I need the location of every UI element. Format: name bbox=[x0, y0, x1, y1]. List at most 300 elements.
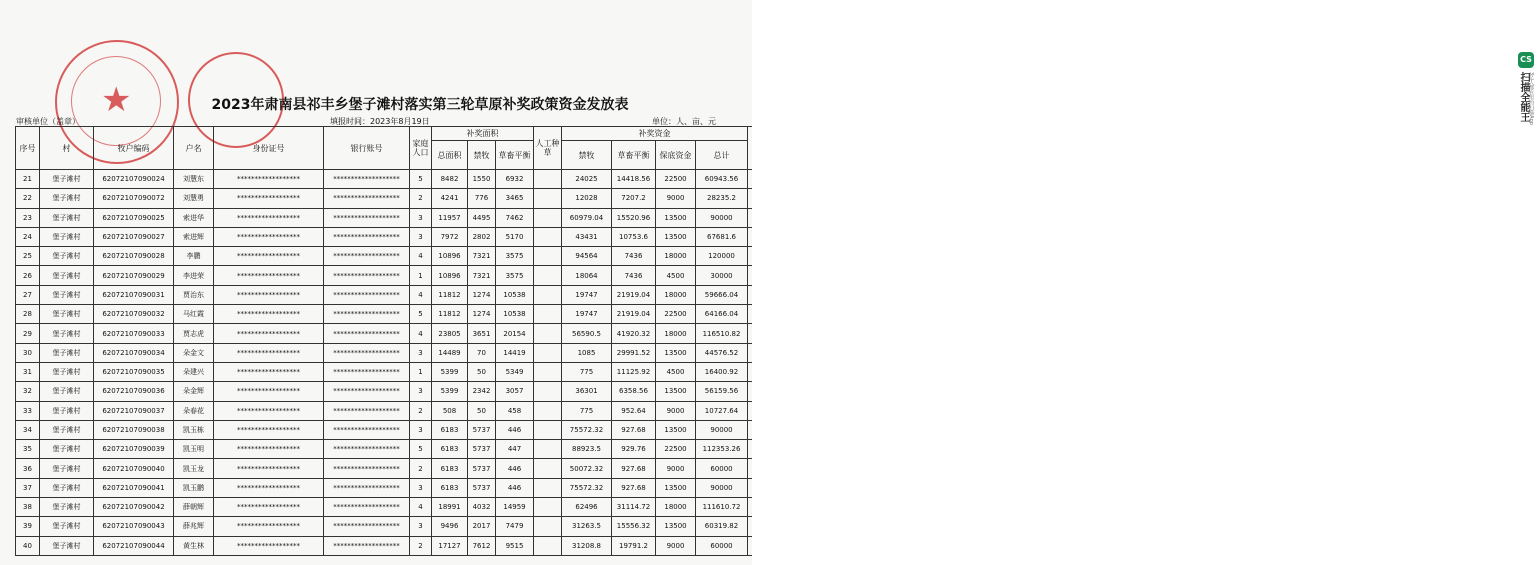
cell-f-bal: 21919.04 bbox=[612, 305, 656, 324]
cell-id: ****************** bbox=[214, 305, 324, 324]
cell-f-ban: 36301 bbox=[562, 382, 612, 401]
cell-name: 朵建兴 bbox=[174, 362, 214, 381]
cell-f-total: 60000 bbox=[696, 536, 748, 555]
cell-total-area: 11812 bbox=[432, 285, 468, 304]
table-row bbox=[16, 343, 778, 362]
unit-label: 单位：人、亩、元 bbox=[652, 117, 716, 126]
cell-code: 62072107090041 bbox=[94, 478, 174, 497]
cell-bank: ******************* bbox=[324, 401, 410, 420]
table-row bbox=[16, 247, 778, 266]
cell-f-bal: 11125.92 bbox=[612, 362, 656, 381]
cell-ban: 1274 bbox=[468, 285, 496, 304]
cell-name: 刘慧勇 bbox=[174, 189, 214, 208]
cell-bank: ******************* bbox=[324, 478, 410, 497]
cell-id: ****************** bbox=[214, 247, 324, 266]
cell-family: 4 bbox=[410, 498, 432, 517]
cell-village: 堡子滩村 bbox=[40, 536, 94, 555]
cell-art bbox=[534, 382, 562, 401]
cell-name: 李进荣 bbox=[174, 266, 214, 285]
cell-bal: 446 bbox=[496, 478, 534, 497]
cell-id: ****************** bbox=[214, 498, 324, 517]
cell-bank: ******************* bbox=[324, 247, 410, 266]
cell-ban: 4495 bbox=[468, 208, 496, 227]
cell-ban: 1274 bbox=[468, 305, 496, 324]
cell-family: 2 bbox=[410, 401, 432, 420]
cell-bal: 9515 bbox=[496, 536, 534, 555]
cell-total-area: 8482 bbox=[432, 170, 468, 189]
cell-seq: 33 bbox=[16, 401, 40, 420]
cell-family: 2 bbox=[410, 536, 432, 555]
cell-art bbox=[534, 362, 562, 381]
cell-f-bal: 7207.2 bbox=[612, 189, 656, 208]
cell-code: 62072107090025 bbox=[94, 208, 174, 227]
cell-f-total: 67681.6 bbox=[696, 227, 748, 246]
cell-art bbox=[534, 305, 562, 324]
cell-total-area: 5399 bbox=[432, 382, 468, 401]
cell-ban: 50 bbox=[468, 401, 496, 420]
cell-f-bal: 21919.04 bbox=[612, 285, 656, 304]
cell-f-prot: 18000 bbox=[656, 285, 696, 304]
cell-bal: 6932 bbox=[496, 170, 534, 189]
cell-id: ****************** bbox=[214, 420, 324, 439]
cell-f-total: 60319.82 bbox=[696, 517, 748, 536]
cell-f-ban: 775 bbox=[562, 401, 612, 420]
cell-f-ban: 50072.32 bbox=[562, 459, 612, 478]
scanner-tagline: 3亿人都在用的扫描App bbox=[1528, 72, 1534, 125]
cell-f-ban: 88923.5 bbox=[562, 440, 612, 459]
cell-f-bal: 29991.52 bbox=[612, 343, 656, 362]
header-total-area: 总面积 bbox=[432, 141, 468, 170]
cell-village: 堡子滩村 bbox=[40, 170, 94, 189]
cell-seq: 30 bbox=[16, 343, 40, 362]
cell-f-ban: 43431 bbox=[562, 227, 612, 246]
cell-village: 堡子滩村 bbox=[40, 285, 94, 304]
cell-village: 堡子滩村 bbox=[40, 440, 94, 459]
cell-art bbox=[534, 247, 562, 266]
cell-f-bal: 41920.32 bbox=[612, 324, 656, 343]
cell-id: ****************** bbox=[214, 478, 324, 497]
cell-f-total: 60943.56 bbox=[696, 170, 748, 189]
table-row bbox=[16, 498, 778, 517]
cell-id: ****************** bbox=[214, 440, 324, 459]
cell-f-ban: 24025 bbox=[562, 170, 612, 189]
cell-f-bal: 10753.6 bbox=[612, 227, 656, 246]
cell-village: 堡子滩村 bbox=[40, 382, 94, 401]
cell-ban: 5737 bbox=[468, 440, 496, 459]
cell-f-bal: 7436 bbox=[612, 266, 656, 285]
audit-unit-label: 审核单位（盖章） bbox=[16, 117, 80, 126]
table-row bbox=[16, 459, 778, 478]
cell-f-ban: 31263.5 bbox=[562, 517, 612, 536]
cell-id: ****************** bbox=[214, 517, 324, 536]
cell-bal: 3465 bbox=[496, 189, 534, 208]
cell-f-total: 28235.2 bbox=[696, 189, 748, 208]
cell-f-ban: 12028 bbox=[562, 189, 612, 208]
cell-seq: 28 bbox=[16, 305, 40, 324]
cell-f-prot: 13500 bbox=[656, 227, 696, 246]
cell-ban: 776 bbox=[468, 189, 496, 208]
cell-art bbox=[534, 440, 562, 459]
cell-art bbox=[534, 170, 562, 189]
seal-star-icon: ★ bbox=[101, 80, 132, 120]
cell-bal: 3057 bbox=[496, 382, 534, 401]
cell-total-area: 17127 bbox=[432, 536, 468, 555]
cell-name: 薛朝辉 bbox=[174, 498, 214, 517]
cell-code: 62072107090036 bbox=[94, 382, 174, 401]
cell-bank: ******************* bbox=[324, 208, 410, 227]
cell-seq: 24 bbox=[16, 227, 40, 246]
cell-seq: 27 bbox=[16, 285, 40, 304]
cell-total-area: 11957 bbox=[432, 208, 468, 227]
cell-seq: 29 bbox=[16, 324, 40, 343]
table-row bbox=[16, 266, 778, 285]
cell-name: 凯玉明 bbox=[174, 440, 214, 459]
cell-seq: 25 bbox=[16, 247, 40, 266]
cell-id: ****************** bbox=[214, 536, 324, 555]
cell-id: ****************** bbox=[214, 324, 324, 343]
cell-village: 堡子滩村 bbox=[40, 343, 94, 362]
cell-ban: 2802 bbox=[468, 227, 496, 246]
cell-seq: 22 bbox=[16, 189, 40, 208]
cell-total-area: 5399 bbox=[432, 362, 468, 381]
cell-name: 朵金辉 bbox=[174, 382, 214, 401]
cell-seq: 34 bbox=[16, 420, 40, 439]
cell-art bbox=[534, 401, 562, 420]
cell-bal: 7479 bbox=[496, 517, 534, 536]
table-row bbox=[16, 208, 778, 227]
cell-code: 62072107090033 bbox=[94, 324, 174, 343]
cell-f-prot: 18000 bbox=[656, 498, 696, 517]
cell-family: 3 bbox=[410, 420, 432, 439]
cell-total-area: 14489 bbox=[432, 343, 468, 362]
cell-name: 朵金文 bbox=[174, 343, 214, 362]
cell-bal: 20154 bbox=[496, 324, 534, 343]
cell-bank: ******************* bbox=[324, 324, 410, 343]
cell-f-prot: 13500 bbox=[656, 343, 696, 362]
table-row bbox=[16, 170, 778, 189]
cell-art bbox=[534, 189, 562, 208]
cell-ban: 2342 bbox=[468, 382, 496, 401]
subsidy-table bbox=[15, 126, 778, 556]
cell-village: 堡子滩村 bbox=[40, 324, 94, 343]
cell-f-ban: 75572.32 bbox=[562, 478, 612, 497]
cell-art bbox=[534, 536, 562, 555]
header-family-size: 家庭人口 bbox=[410, 127, 432, 170]
cell-art bbox=[534, 324, 562, 343]
table-row bbox=[16, 440, 778, 459]
header-balance: 草畜平衡 bbox=[496, 141, 534, 170]
cell-total-area: 11812 bbox=[432, 305, 468, 324]
cell-f-prot: 13500 bbox=[656, 208, 696, 227]
table-row bbox=[16, 285, 778, 304]
header-id-number: 身份证号 bbox=[214, 127, 324, 170]
cell-ban: 7321 bbox=[468, 247, 496, 266]
cell-f-total: 44576.52 bbox=[696, 343, 748, 362]
header-fund-ban: 禁牧 bbox=[562, 141, 612, 170]
cell-name: 刘慧东 bbox=[174, 170, 214, 189]
cell-total-area: 10896 bbox=[432, 247, 468, 266]
scanner-brand: 扫描全能王 bbox=[1518, 72, 1529, 122]
cell-name: 索进华 bbox=[174, 208, 214, 227]
cell-f-prot: 4500 bbox=[656, 266, 696, 285]
cell-total-area: 6183 bbox=[432, 478, 468, 497]
cell-code: 62072107090044 bbox=[94, 536, 174, 555]
cell-family: 1 bbox=[410, 266, 432, 285]
cell-id: ****************** bbox=[214, 343, 324, 362]
cell-seq: 36 bbox=[16, 459, 40, 478]
cell-id: ****************** bbox=[214, 285, 324, 304]
cell-village: 堡子滩村 bbox=[40, 420, 94, 439]
cell-bank: ******************* bbox=[324, 266, 410, 285]
cell-f-ban: 19747 bbox=[562, 285, 612, 304]
cell-f-ban: 18064 bbox=[562, 266, 612, 285]
cell-name: 李鹏 bbox=[174, 247, 214, 266]
cell-f-total: 64166.04 bbox=[696, 305, 748, 324]
cell-ban: 5737 bbox=[468, 459, 496, 478]
cell-bank: ******************* bbox=[324, 536, 410, 555]
table-row bbox=[16, 382, 778, 401]
cell-f-bal: 927.68 bbox=[612, 478, 656, 497]
cell-bank: ******************* bbox=[324, 420, 410, 439]
cell-f-bal: 6358.56 bbox=[612, 382, 656, 401]
table-body bbox=[16, 170, 778, 556]
cell-name: 凯玉鹏 bbox=[174, 478, 214, 497]
cell-family: 3 bbox=[410, 227, 432, 246]
cell-bal: 3575 bbox=[496, 247, 534, 266]
cell-f-prot: 13500 bbox=[656, 382, 696, 401]
fill-date: 填报时间：2023年8月19日 bbox=[330, 117, 430, 126]
cell-id: ****************** bbox=[214, 382, 324, 401]
cell-f-prot: 13500 bbox=[656, 517, 696, 536]
cell-f-prot: 4500 bbox=[656, 362, 696, 381]
cell-bank: ******************* bbox=[324, 498, 410, 517]
header-subsidy-funds: 补奖资金 bbox=[562, 127, 748, 141]
cell-f-bal: 7436 bbox=[612, 247, 656, 266]
cell-art bbox=[534, 343, 562, 362]
table-row bbox=[16, 227, 778, 246]
cell-village: 堡子滩村 bbox=[40, 478, 94, 497]
cell-art bbox=[534, 266, 562, 285]
cell-code: 62072107090072 bbox=[94, 189, 174, 208]
table-row bbox=[16, 536, 778, 555]
cell-ban: 70 bbox=[468, 343, 496, 362]
cell-id: ****************** bbox=[214, 362, 324, 381]
cell-ban: 4032 bbox=[468, 498, 496, 517]
cell-f-prot: 9000 bbox=[656, 401, 696, 420]
cell-total-area: 9496 bbox=[432, 517, 468, 536]
cell-bal: 10538 bbox=[496, 305, 534, 324]
cell-family: 4 bbox=[410, 285, 432, 304]
cell-name: 薛兆辉 bbox=[174, 517, 214, 536]
cell-f-prot: 22500 bbox=[656, 305, 696, 324]
cell-art bbox=[534, 208, 562, 227]
cell-f-ban: 62496 bbox=[562, 498, 612, 517]
cell-id: ****************** bbox=[214, 189, 324, 208]
cell-bank: ******************* bbox=[324, 362, 410, 381]
cell-name: 马红霞 bbox=[174, 305, 214, 324]
header-subsidy-area: 补奖面积 bbox=[432, 127, 534, 141]
cell-bal: 446 bbox=[496, 459, 534, 478]
cell-name: 凯玉龙 bbox=[174, 459, 214, 478]
cell-code: 62072107090027 bbox=[94, 227, 174, 246]
cell-ban: 50 bbox=[468, 362, 496, 381]
cell-village: 堡子滩村 bbox=[40, 227, 94, 246]
cell-f-ban: 31208.8 bbox=[562, 536, 612, 555]
cell-total-area: 6183 bbox=[432, 420, 468, 439]
cell-f-bal: 15520.96 bbox=[612, 208, 656, 227]
cell-total-area: 10896 bbox=[432, 266, 468, 285]
cell-code: 62072107090042 bbox=[94, 498, 174, 517]
cell-bal: 14959 bbox=[496, 498, 534, 517]
cell-f-prot: 9000 bbox=[656, 189, 696, 208]
table-row bbox=[16, 517, 778, 536]
header-seq: 序号 bbox=[16, 127, 40, 170]
scanner-watermark bbox=[1516, 20, 1538, 180]
cell-ban: 1550 bbox=[468, 170, 496, 189]
cell-ban: 3651 bbox=[468, 324, 496, 343]
cell-total-area: 7972 bbox=[432, 227, 468, 246]
cell-bank: ******************* bbox=[324, 440, 410, 459]
cell-village: 堡子滩村 bbox=[40, 362, 94, 381]
cell-family: 3 bbox=[410, 208, 432, 227]
cell-family: 5 bbox=[410, 440, 432, 459]
cell-f-prot: 13500 bbox=[656, 478, 696, 497]
cell-f-ban: 60979.04 bbox=[562, 208, 612, 227]
cell-f-total: 120000 bbox=[696, 247, 748, 266]
cell-village: 堡子滩村 bbox=[40, 401, 94, 420]
cell-family: 4 bbox=[410, 247, 432, 266]
cell-village: 堡子滩村 bbox=[40, 498, 94, 517]
cell-f-total: 90000 bbox=[696, 208, 748, 227]
cell-name: 索进辉 bbox=[174, 227, 214, 246]
cell-f-bal: 14418.56 bbox=[612, 170, 656, 189]
cell-seq: 21 bbox=[16, 170, 40, 189]
cell-f-bal: 927.68 bbox=[612, 420, 656, 439]
cell-name: 凯玉栋 bbox=[174, 420, 214, 439]
cell-total-area: 23805 bbox=[432, 324, 468, 343]
cell-code: 62072107090038 bbox=[94, 420, 174, 439]
cell-f-bal: 929.76 bbox=[612, 440, 656, 459]
cell-ban: 7612 bbox=[468, 536, 496, 555]
cell-f-total: 116510.82 bbox=[696, 324, 748, 343]
cell-art bbox=[534, 459, 562, 478]
cell-ban: 7321 bbox=[468, 266, 496, 285]
cell-bal: 14419 bbox=[496, 343, 534, 362]
cell-total-area: 6183 bbox=[432, 459, 468, 478]
cell-bank: ******************* bbox=[324, 189, 410, 208]
cell-code: 62072107090035 bbox=[94, 362, 174, 381]
cell-f-prot: 18000 bbox=[656, 247, 696, 266]
cell-f-ban: 75572.32 bbox=[562, 420, 612, 439]
cell-art bbox=[534, 478, 562, 497]
cell-id: ****************** bbox=[214, 208, 324, 227]
cell-f-bal: 31114.72 bbox=[612, 498, 656, 517]
cell-bal: 5170 bbox=[496, 227, 534, 246]
cell-seq: 37 bbox=[16, 478, 40, 497]
cell-bal: 7462 bbox=[496, 208, 534, 227]
cell-seq: 32 bbox=[16, 382, 40, 401]
cell-bank: ******************* bbox=[324, 382, 410, 401]
cell-village: 堡子滩村 bbox=[40, 266, 94, 285]
cell-family: 2 bbox=[410, 189, 432, 208]
cell-f-total: 60000 bbox=[696, 459, 748, 478]
cell-ban: 5737 bbox=[468, 420, 496, 439]
header-name: 户名 bbox=[174, 127, 214, 170]
camscanner-icon: CS bbox=[1518, 52, 1534, 68]
cell-seq: 38 bbox=[16, 498, 40, 517]
cell-bal: 447 bbox=[496, 440, 534, 459]
cell-code: 62072107090031 bbox=[94, 285, 174, 304]
cell-art bbox=[534, 227, 562, 246]
cell-bank: ******************* bbox=[324, 227, 410, 246]
cell-code: 62072107090034 bbox=[94, 343, 174, 362]
cell-village: 堡子滩村 bbox=[40, 517, 94, 536]
cell-total-area: 18991 bbox=[432, 498, 468, 517]
cell-art bbox=[534, 420, 562, 439]
table-row bbox=[16, 420, 778, 439]
table-row bbox=[16, 324, 778, 343]
cell-bal: 5349 bbox=[496, 362, 534, 381]
cell-f-total: 30000 bbox=[696, 266, 748, 285]
cell-total-area: 4241 bbox=[432, 189, 468, 208]
cell-f-total: 90000 bbox=[696, 478, 748, 497]
cell-f-ban: 56590.5 bbox=[562, 324, 612, 343]
cell-f-ban: 1085 bbox=[562, 343, 612, 362]
cell-f-total: 111610.72 bbox=[696, 498, 748, 517]
header-total: 总计 bbox=[696, 141, 748, 170]
header-grazing-ban: 禁牧 bbox=[468, 141, 496, 170]
cell-art bbox=[534, 517, 562, 536]
header-village: 村 bbox=[40, 127, 94, 170]
cell-family: 3 bbox=[410, 382, 432, 401]
cell-f-prot: 9000 bbox=[656, 459, 696, 478]
cell-id: ****************** bbox=[214, 401, 324, 420]
cell-name: 贾志虎 bbox=[174, 324, 214, 343]
cell-bal: 10538 bbox=[496, 285, 534, 304]
cell-code: 62072107090028 bbox=[94, 247, 174, 266]
cell-bank: ******************* bbox=[324, 517, 410, 536]
cell-family: 3 bbox=[410, 478, 432, 497]
cell-village: 堡子滩村 bbox=[40, 305, 94, 324]
document-title: 2023年肃南县祁丰乡堡子滩村落实第三轮草原补奖政策资金发放表 bbox=[211, 97, 629, 113]
cell-f-total: 16400.92 bbox=[696, 362, 748, 381]
cell-id: ****************** bbox=[214, 170, 324, 189]
cell-art bbox=[534, 285, 562, 304]
cell-seq: 35 bbox=[16, 440, 40, 459]
cell-f-bal: 15556.32 bbox=[612, 517, 656, 536]
cell-village: 堡子滩村 bbox=[40, 459, 94, 478]
table-row bbox=[16, 362, 778, 381]
cell-code: 62072107090029 bbox=[94, 266, 174, 285]
cell-name: 黄生林 bbox=[174, 536, 214, 555]
cell-f-prot: 9000 bbox=[656, 536, 696, 555]
cell-bank: ******************* bbox=[324, 170, 410, 189]
cell-id: ****************** bbox=[214, 227, 324, 246]
cell-total-area: 508 bbox=[432, 401, 468, 420]
cell-code: 62072107090040 bbox=[94, 459, 174, 478]
cell-f-bal: 927.68 bbox=[612, 459, 656, 478]
cell-f-total: 56159.56 bbox=[696, 382, 748, 401]
cell-seq: 39 bbox=[16, 517, 40, 536]
cell-code: 62072107090032 bbox=[94, 305, 174, 324]
cell-family: 5 bbox=[410, 170, 432, 189]
table-row bbox=[16, 189, 778, 208]
cell-name: 贾治东 bbox=[174, 285, 214, 304]
cell-f-ban: 775 bbox=[562, 362, 612, 381]
cell-total-area: 6183 bbox=[432, 440, 468, 459]
cell-seq: 31 bbox=[16, 362, 40, 381]
cell-code: 62072107090039 bbox=[94, 440, 174, 459]
